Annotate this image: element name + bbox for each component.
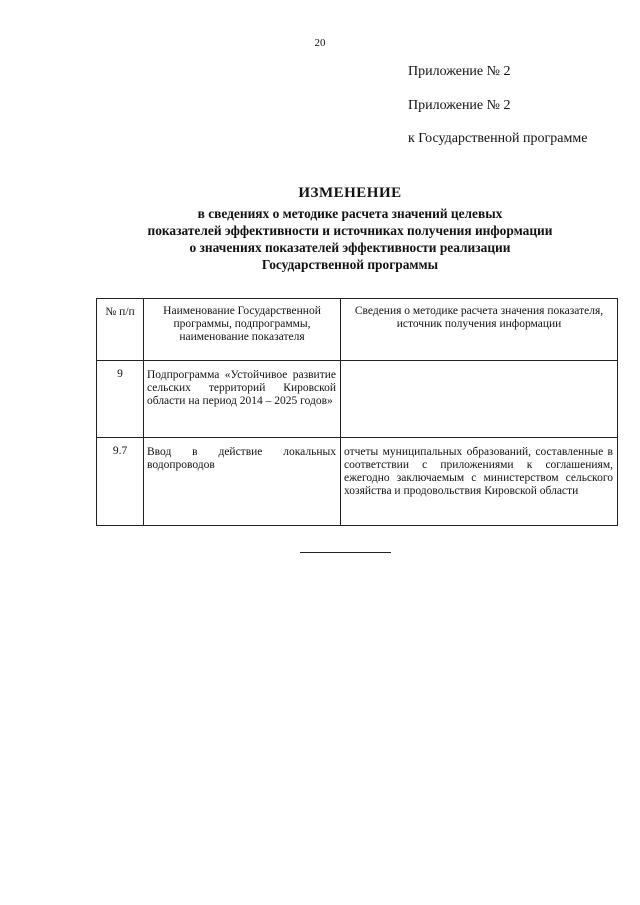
table-row (97, 361, 618, 438)
row-name-cell (144, 438, 341, 526)
appendix-line-3: к Государственной программе (408, 131, 588, 146)
row-method (341, 361, 617, 369)
row-number: 9 (97, 361, 144, 438)
title-line-2: показателей эффективности и источниках получения информации (147, 223, 553, 238)
closing-rule (300, 552, 391, 553)
header-method: Сведения о методике расчета значения показателя, источник получения информации (341, 299, 618, 361)
title-line-4: Государственной программы (261, 257, 439, 272)
document-title: ИЗМЕНЕНИЕ (298, 185, 402, 201)
appendix-line-1: Приложение № 2 (408, 64, 511, 79)
row-name: Ввод в действие локальных водопроводов (147, 446, 336, 471)
indicators-table (96, 298, 618, 526)
row-method-cell (341, 361, 618, 438)
row-number: 9.7 (97, 438, 144, 526)
table-row (97, 438, 618, 526)
row-method-cell (341, 438, 618, 526)
header-name: Наименование Государственной программы, подпрограммы, наименование показателя (144, 299, 341, 361)
appendix-line-2: Приложение № 2 (408, 98, 511, 113)
document-title-block (90, 185, 610, 273)
row-name-cell (144, 361, 341, 438)
table-header-row (97, 299, 618, 361)
title-line-1: в сведениях о методике расчета значений целевых (197, 206, 503, 221)
title-line-3: о значениях показателей эффективности реализации (189, 240, 511, 255)
row-method: отчеты муниципальных образований, составленные в соответствии с приложениями к соглашениям, ежегодно заключаемым с министерством сельского хозяйства и продовольствия Кировской области (344, 446, 613, 497)
page-number: 20 (314, 37, 326, 49)
row-name: Подпрограмма «Устойчивое развитие сельских территорий Кировской области на период 2014 – 2025 годов» (147, 369, 336, 407)
header-number: № п/п (97, 299, 144, 361)
